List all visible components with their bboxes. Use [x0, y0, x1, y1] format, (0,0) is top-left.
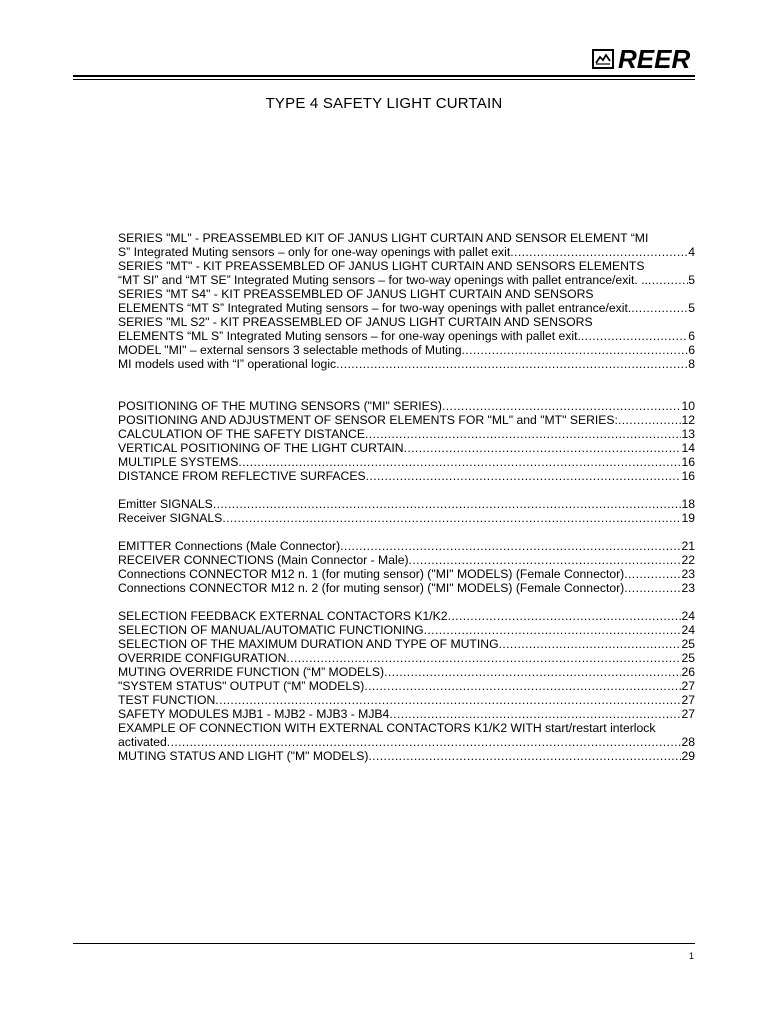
toc-entry-title: Connections CONNECTOR M12 n. 1 (for muting sensor) ("MI" MODELS) (Female Connector) — [118, 567, 625, 581]
toc-entry[interactable] — [118, 679, 695, 693]
toc-leader-dots — [648, 273, 688, 287]
toc-entry-title: POSITIONING AND ADJUSTMENT OF SENSOR ELEMENTS FOR "ML" and "MT" SERIES: — [118, 413, 618, 427]
toc-leader-dots — [222, 511, 681, 525]
toc-page-number: 6 — [688, 343, 695, 357]
toc-group-functions — [118, 609, 695, 763]
toc-leader-dots — [364, 679, 681, 693]
toc-leader-dots — [286, 651, 681, 665]
toc-page-number: 27 — [681, 679, 695, 693]
toc-entry[interactable] — [118, 665, 695, 679]
toc-entry[interactable] — [118, 469, 695, 483]
table-of-contents — [118, 231, 695, 763]
toc-page-number: 21 — [681, 539, 695, 553]
toc-entry-title: TEST FUNCTION — [118, 693, 216, 707]
toc-entry-title: "SYSTEM STATUS" OUTPUT (“M” MODELS) — [118, 679, 365, 693]
toc-entry-title: SELECTION FEEDBACK EXTERNAL CONTACTORS K1/K2 — [118, 609, 448, 623]
logo-text: REER — [618, 43, 691, 74]
toc-page-number: 23 — [681, 567, 695, 581]
header-rule-thin — [73, 79, 695, 80]
page-number: 1 — [689, 951, 695, 961]
toc-leader-dots — [631, 301, 688, 315]
toc-page-number: 14 — [681, 441, 695, 455]
toc-page-number: 24 — [681, 609, 695, 623]
toc-entry[interactable] — [118, 623, 695, 637]
toc-leader-dots — [442, 399, 681, 413]
toc-entry-line: EXAMPLE OF CONNECTION WITH EXTERNAL CONTACTORS K1/K2 WITH start/restart interlock — [118, 721, 656, 735]
toc-entry[interactable] — [118, 553, 695, 567]
toc-leader-dots — [384, 665, 681, 679]
toc-leader-dots — [624, 567, 681, 581]
toc-leader-dots — [462, 343, 689, 357]
toc-page-number: 22 — [681, 553, 695, 567]
toc-entry-title: ELEMENTS “MT S” Integrated Muting sensors – for two-way openings with pallet entrance/exit. — [118, 301, 632, 315]
toc-leader-dots — [424, 623, 682, 637]
toc-leader-dots — [618, 413, 682, 427]
toc-page-number: 27 — [681, 693, 695, 707]
toc-page-number: 28 — [681, 735, 695, 749]
toc-entry-title: SAFETY MODULES MJB1 - MJB2 - MJB3 - MJB4 — [118, 707, 390, 721]
toc-entry[interactable] — [118, 441, 695, 455]
toc-group-series — [118, 231, 695, 371]
toc-entry[interactable] — [118, 651, 695, 665]
toc-entry[interactable] — [118, 357, 695, 371]
toc-page-number: 12 — [681, 413, 695, 427]
toc-page-number: 19 — [681, 511, 695, 525]
toc-leader-dots — [340, 539, 681, 553]
toc-entry-title: OVERRIDE CONFIGURATION — [118, 651, 287, 665]
toc-entry[interactable] — [118, 399, 695, 413]
toc-page-number: 5 — [688, 301, 695, 315]
toc-entry-line: SERIES "ML" - PREASSEMBLED KIT OF JANUS LIGHT CURTAIN AND SENSOR ELEMENT “MI — [118, 231, 649, 245]
toc-entry-title: “MT SI” and “MT SE” Integrated Muting sensors – for two-way openings with pallet entrance/exit. .. — [118, 273, 648, 287]
toc-page-number: 25 — [681, 637, 695, 651]
toc-page-number: 29 — [681, 749, 695, 763]
toc-entry-title: MODEL "MI" – external sensors 3 selectable methods of Muting — [118, 343, 462, 357]
toc-entry[interactable] — [118, 315, 695, 343]
toc-entry-title: Receiver SIGNALS — [118, 511, 223, 525]
toc-entry[interactable] — [118, 511, 695, 525]
toc-entry-title: MUTING OVERRIDE FUNCTION (“M” MODELS) — [118, 665, 385, 679]
toc-entry-title: Connections CONNECTOR M12 n. 2 (for muting sensor) ("MI" MODELS) (Female Connector) — [118, 581, 625, 595]
toc-page-number: 16 — [681, 455, 695, 469]
toc-leader-dots — [409, 553, 682, 567]
toc-entry-title: MUTING STATUS AND LIGHT ("M" MODELS) — [118, 749, 369, 763]
toc-group-signals — [118, 497, 695, 525]
toc-leader-dots — [499, 637, 682, 651]
toc-leader-dots — [448, 609, 682, 623]
toc-entry[interactable] — [118, 343, 695, 357]
toc-leader-dots — [404, 441, 682, 455]
toc-entry-line: SERIES "MT S4" - KIT PREASSEMBLED OF JANUS LIGHT CURTAIN AND SENSORS — [118, 287, 594, 301]
company-logo — [592, 44, 690, 74]
toc-page-number: 23 — [681, 581, 695, 595]
toc-leader-dots — [238, 455, 681, 469]
toc-page-number: 4 — [688, 245, 695, 259]
toc-entry[interactable] — [118, 567, 695, 581]
toc-entry[interactable] — [118, 413, 695, 427]
toc-group-positioning — [118, 399, 695, 483]
toc-leader-dots — [366, 469, 682, 483]
toc-entry-title: DISTANCE FROM REFLECTIVE SURFACES — [118, 469, 366, 483]
toc-entry-title: S” Integrated Muting sensors – only for one-way openings with pallet exit — [118, 245, 511, 259]
toc-entry[interactable] — [118, 609, 695, 623]
toc-entry-title: VERTICAL POSITIONING OF THE LIGHT CURTAIN — [118, 441, 404, 455]
toc-leader-dots — [368, 749, 681, 763]
toc-page-number: 6 — [688, 329, 695, 343]
toc-page-number: 26 — [681, 665, 695, 679]
toc-leader-dots — [510, 245, 688, 259]
toc-entry-title: SELECTION OF MANUAL/AUTOMATIC FUNCTIONING — [118, 623, 424, 637]
toc-entry[interactable] — [118, 637, 695, 651]
toc-entry-title: CALCULATION OF THE SAFETY DISTANCE — [118, 427, 365, 441]
toc-entry-title: SELECTION OF THE MAXIMUM DURATION AND TYPE OF MUTING — [118, 637, 499, 651]
toc-page-number: 24 — [681, 623, 695, 637]
toc-leader-dots — [215, 693, 681, 707]
toc-entry-title: activated — [118, 735, 167, 749]
toc-leader-dots — [389, 707, 681, 721]
toc-entry[interactable] — [118, 693, 695, 707]
toc-entry-line: SERIES "ML S2" - KIT PREASSEMBLED OF JANUS LIGHT CURTAIN AND SENSORS — [118, 315, 593, 329]
toc-leader-dots — [624, 581, 681, 595]
toc-page-number: 16 — [681, 469, 695, 483]
toc-leader-dots — [167, 735, 682, 749]
toc-leader-dots — [581, 329, 688, 343]
toc-page-number: 27 — [681, 707, 695, 721]
toc-entry-title: Emitter SIGNALS — [118, 497, 213, 511]
toc-entry-title: EMITTER Connections (Male Connector) — [118, 539, 341, 553]
toc-page-number: 10 — [681, 399, 695, 413]
toc-entry[interactable] — [118, 539, 695, 553]
toc-entry-title: RECEIVER CONNECTIONS (Main Connector - Male) — [118, 553, 409, 567]
toc-page-number: 25 — [681, 651, 695, 665]
toc-entry[interactable] — [118, 581, 695, 595]
toc-page-number: 8 — [688, 357, 695, 371]
toc-entry[interactable] — [118, 259, 695, 287]
toc-entry-title: ELEMENTS “ML S” Integrated Muting sensors – for one-way openings with pallet exit. — [118, 329, 581, 343]
toc-entry[interactable] — [118, 707, 695, 721]
toc-leader-dots — [336, 357, 688, 371]
toc-entry[interactable] — [118, 497, 695, 511]
document-title: TYPE 4 SAFETY LIGHT CURTAIN — [265, 95, 503, 112]
toc-entry-title: MI models used with “I” operational logic — [118, 357, 337, 371]
toc-group-connections — [118, 539, 695, 595]
toc-page-number: 18 — [681, 497, 695, 511]
header-rule — [73, 75, 695, 77]
toc-leader-dots — [213, 497, 682, 511]
toc-leader-dots — [365, 427, 681, 441]
toc-entry[interactable] — [118, 455, 695, 469]
toc-page-number: 5 — [688, 273, 695, 287]
reer-logo-mark-icon — [592, 49, 614, 69]
toc-entry[interactable] — [118, 231, 695, 259]
toc-entry[interactable] — [118, 721, 695, 749]
toc-entry-title: MULTIPLE SYSTEMS — [118, 455, 239, 469]
toc-entry[interactable] — [118, 427, 695, 441]
toc-entry-title: POSITIONING OF THE MUTING SENSORS ("MI" SERIES) — [118, 399, 442, 413]
toc-page-number: 13 — [681, 427, 695, 441]
toc-entry[interactable] — [118, 749, 695, 763]
toc-entry[interactable] — [118, 287, 695, 315]
toc-entry-line: SERIES "MT" - KIT PREASSEMBLED OF JANUS LIGHT CURTAIN AND SENSORS ELEMENTS — [118, 259, 645, 273]
footer-rule — [73, 943, 695, 944]
